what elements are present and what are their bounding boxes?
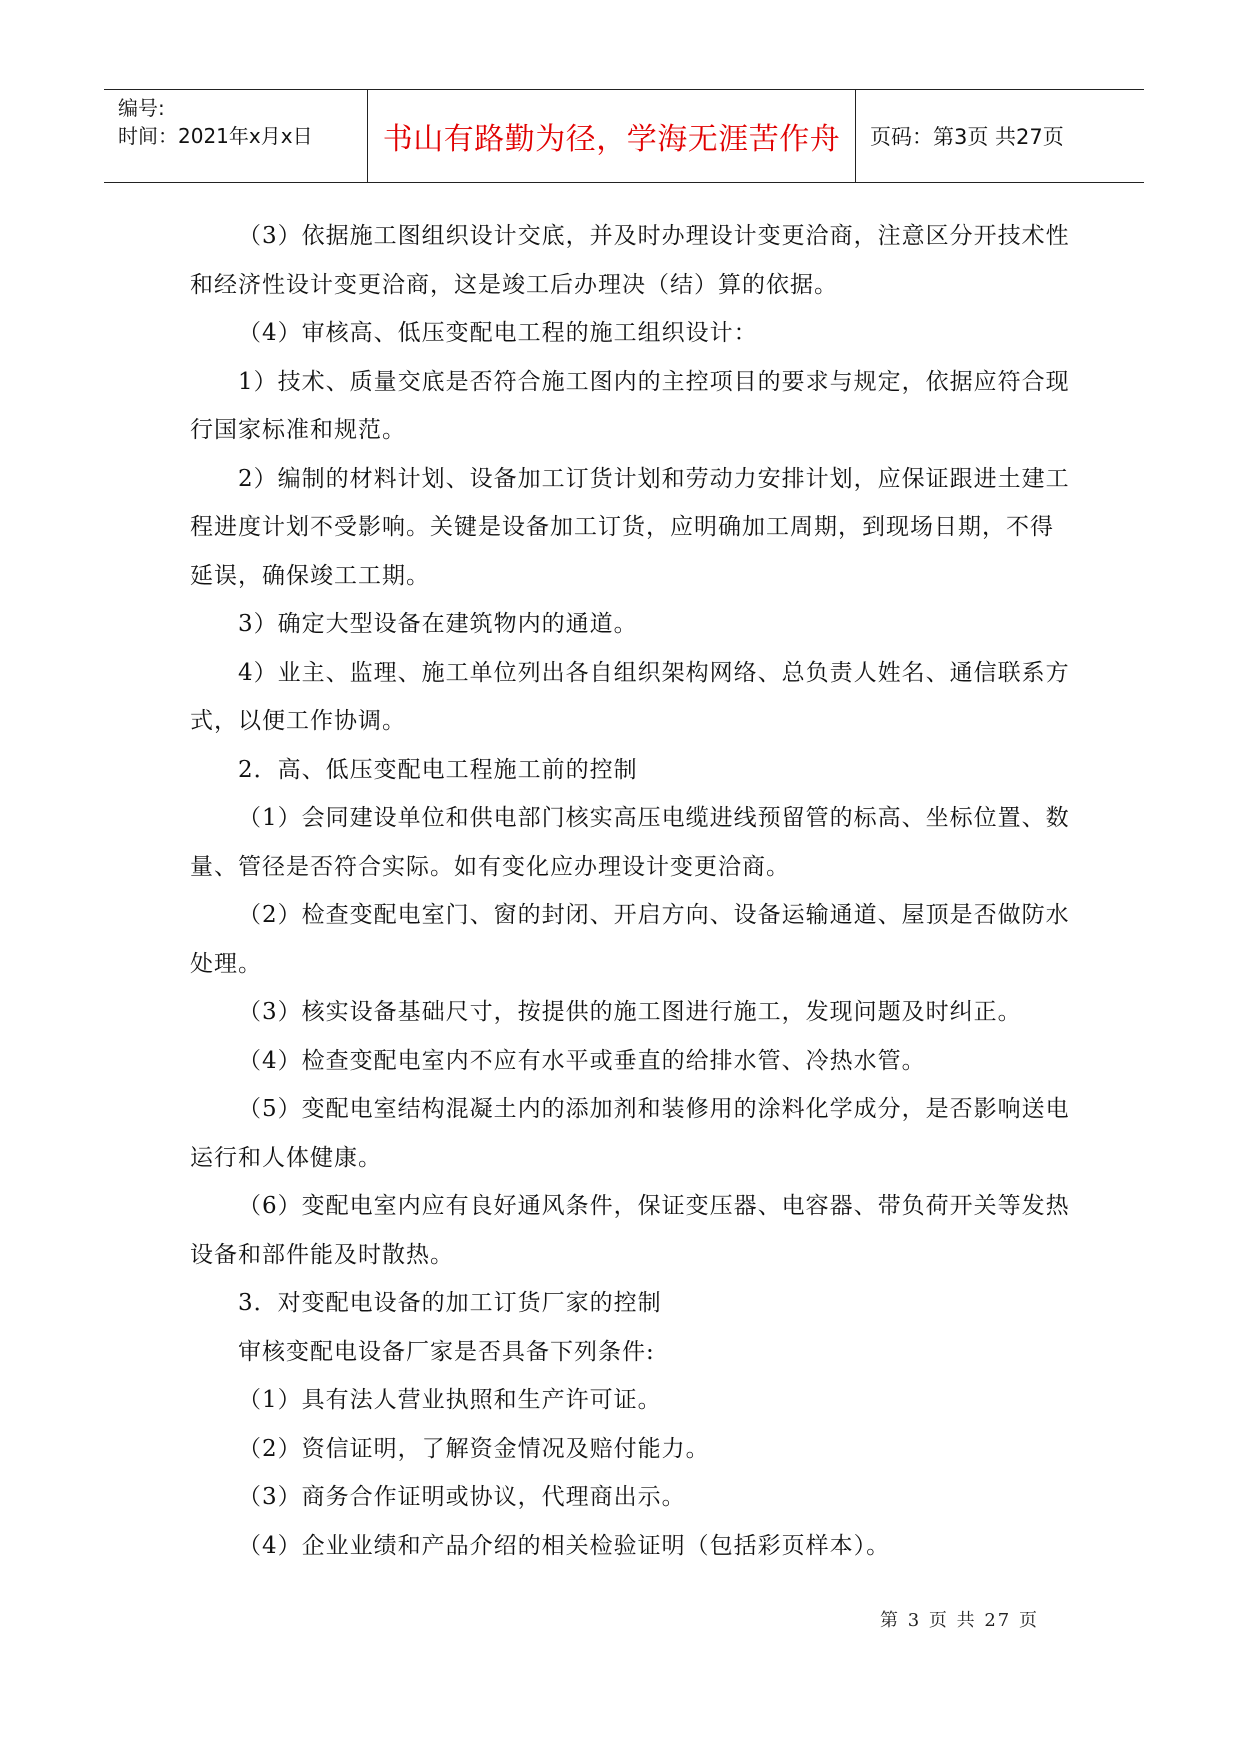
paragraph: 4）业主、监理、施工单位列出各自组织架构网络、总负责人姓名、通信联系方式，以便工作协调。: [190, 659, 1070, 734]
paragraph: （4）企业业绩和产品介绍的相关检验证明（包括彩页样本）。: [238, 1532, 891, 1559]
paragraph: 3）确定大型设备在建筑物内的通道。: [238, 611, 638, 637]
document-body: [190, 212, 1070, 1570]
paragraph: （3）核实设备基础尺寸，按提供的施工图进行施工，发现问题及时纠正。: [238, 999, 1022, 1025]
page-footer: 第 3 页 共 27 页: [880, 1610, 1039, 1631]
section-heading: 2．高、低压变配电工程施工前的控制: [238, 756, 638, 783]
paragraph: （1）会同建设单位和供电部门核实高压电缆进线预留管的标高、坐标位置、数量、管径是否符合实际。如有变化应办理设计变更洽商。: [190, 805, 1070, 880]
paragraph: （4）审核高、低压变配电工程的施工组织设计：: [238, 320, 758, 346]
serial-label: 编号:: [118, 96, 165, 120]
paragraph: （4）检查变配电室内不应有水平或垂直的给排水管、冷热水管。: [238, 1047, 926, 1074]
paragraph: （2）资信证明，了解资金情况及赔付能力。: [238, 1435, 710, 1462]
header-meta: [104, 90, 368, 182]
time-label: 时间：2021年x月x日: [118, 124, 313, 148]
paragraph: （3）商务合作证明或协议，代理商出示。: [238, 1484, 686, 1510]
paragraph: 审核变配电设备厂家是否具备下列条件:: [238, 1338, 655, 1365]
paragraph: 2）编制的材料计划、设备加工订货计划和劳动力安排计划，应保证跟进土建工程进度计划不受影响。关键是设备加工订货，应明确加工周期，到现场日期，不得延误，确保竣工工期。: [190, 465, 1070, 589]
paragraph: （5）变配电室结构混凝土内的添加剂和装修用的涂料化学成分，是否影响送电运行和人体健康。: [190, 1096, 1070, 1171]
section-heading: 3．对变配电设备的加工订货厂家的控制: [238, 1290, 662, 1316]
paragraph: （3）依据施工图组织设计交底，并及时办理设计变更洽商，注意区分开技术性和经济性设计变更洽商，这是竣工后办理决（结）算的依据。: [190, 223, 1070, 298]
paragraph: （6）变配电室内应有良好通风条件，保证变压器、电容器、带负荷开关等发热设备和部件能及时散热。: [190, 1193, 1070, 1268]
paragraph: （2）检查变配电室门、窗的封闭、开启方向、设备运输通道、屋顶是否做防水处理。: [190, 902, 1070, 977]
paragraph: 1）技术、质量交底是否符合施工图内的主控项目的要求与规定，依据应符合现行国家标准和规范。: [190, 368, 1070, 443]
header-motto: 书山有路勤为径，学海无涯苦作舟: [368, 90, 856, 182]
paragraph: （1）具有法人营业执照和生产许可证。: [238, 1387, 662, 1413]
header-page-info: 页码：第3页 共27页: [870, 125, 1064, 149]
document-header: [104, 89, 1144, 183]
